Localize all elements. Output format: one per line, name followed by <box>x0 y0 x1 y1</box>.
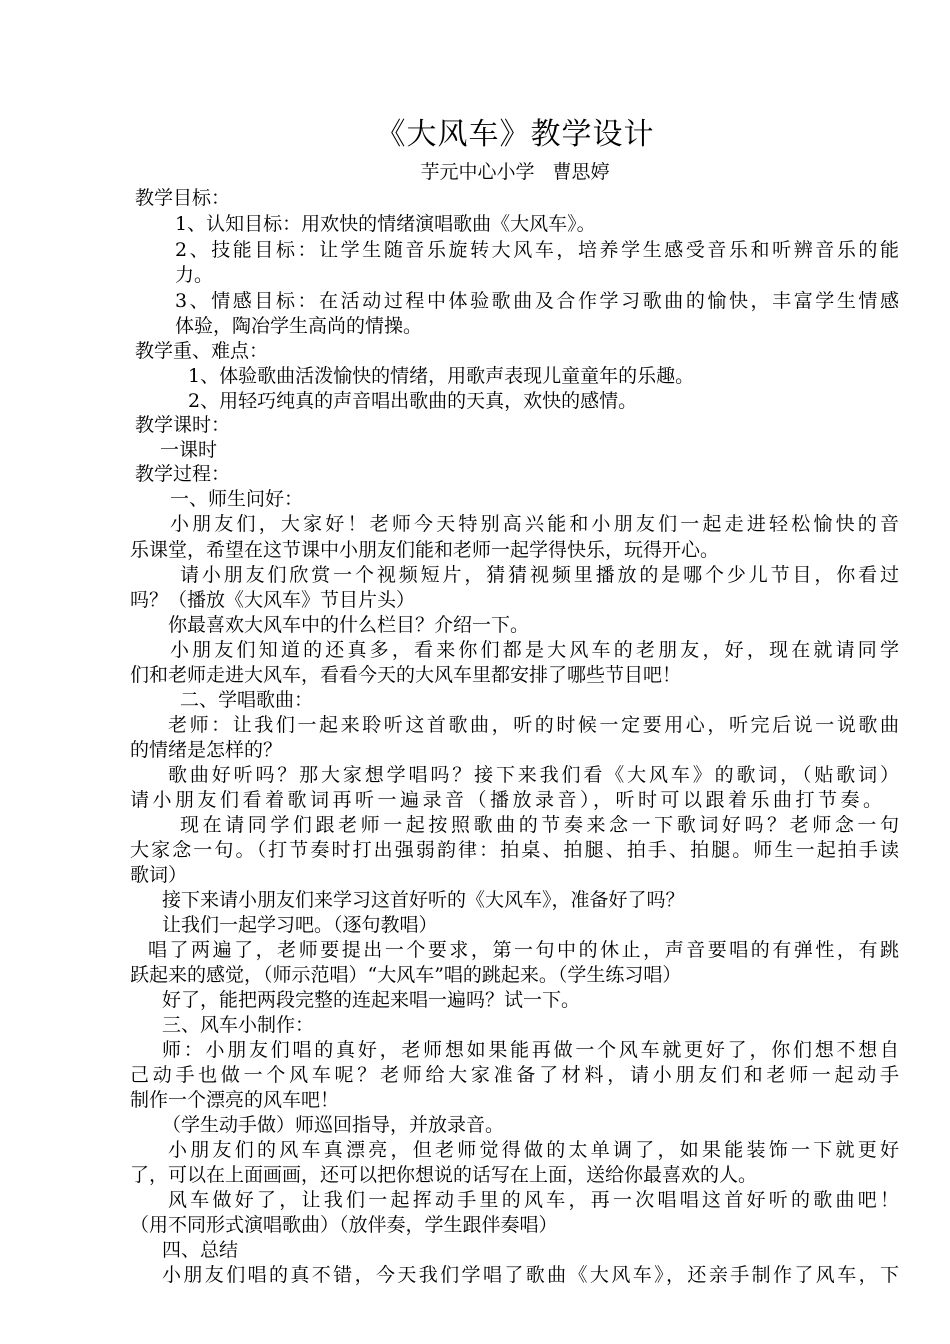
author-line <box>0 158 950 186</box>
goal-item-3: 3、情感目标：在活动过程中体验歌曲及合作学习歌曲的愉快，丰富学生情感 <box>175 290 899 312</box>
paragraph-line: 己动手也做一个风车呢？老师给大家准备了材料，请小朋友们和老师一起动手 <box>130 1064 899 1086</box>
goal-item-2: 2、技能目标：让学生随音乐旋转大风车，培养学生感受音乐和听辨音乐的能 <box>175 239 899 261</box>
process-step-4-heading: 四、总结 <box>162 1239 239 1261</box>
paragraph-line: （用不同形式演唱歌曲）（放伴奏，学生跟伴奏唱） <box>130 1214 558 1236</box>
paragraph-line: 小朋友们的风车真漂亮，但老师觉得做的太单调了，如果能装饰一下就更好 <box>168 1139 899 1161</box>
keypoint-item-2: 2、用轻巧纯真的声音唱出歌曲的天真，欢快的感情。 <box>188 390 638 412</box>
paragraph-line: 请小朋友们欣赏一个视频短片，猜猜视频里播放的是哪个少儿节目，你看过 <box>180 564 899 586</box>
paragraph-line: 老师：让我们一起来聆听这首歌曲，听的时候一定要用心，听完后说一说歌曲 <box>168 714 899 736</box>
paragraph-line: 小朋友们知道的还真多，看来你们都是大风车的老朋友，好，现在就请同学 <box>170 639 899 661</box>
paragraph-line: （学生动手做）师巡回指导，并放录音。 <box>162 1114 505 1136</box>
paragraph-line: 你最喜欢大风车中的什么栏目？介绍一下。 <box>168 614 530 636</box>
period-value: 一课时 <box>160 439 218 461</box>
process-step-1-heading: 一、师生问好： <box>170 488 304 510</box>
paragraph-line: 好了，能把两段完整的连起来唱一遍吗？试一下。 <box>162 989 581 1011</box>
process-step-3-heading: 三、风车小制作： <box>162 1014 315 1036</box>
paragraph-line: 接下来请小朋友们来学习这首好听的《大风车》，准备好了吗？ <box>162 889 685 911</box>
section-heading-goals: 教学目标： <box>135 187 231 209</box>
paragraph-line: 跃起来的感觉，（师示范唱）“大风车”唱的跳起来。（学生练习唱） <box>130 964 682 986</box>
goal-item-2-cont: 力。 <box>175 264 214 286</box>
paragraph-line: 大家念一句。（打节奏时打出强弱韵律：拍桌、拍腿、拍手、拍腿。师生一起拍手读 <box>130 839 899 861</box>
paragraph-line: 的情绪是怎样的？ <box>130 739 283 761</box>
section-heading-periods: 教学课时： <box>135 414 231 436</box>
process-step-2-heading: 二、学唱歌曲： <box>180 689 314 711</box>
paragraph-line: 歌曲好听吗？那大家想学唱吗？接下来我们看《大风车》的歌词，（贴歌词） <box>168 764 899 786</box>
paragraph-line: 制作一个漂亮的风车吧！ <box>130 1089 340 1111</box>
goal-item-3-cont: 体验，陶冶学生高尚的情操。 <box>175 315 423 337</box>
paragraph-line: 请小朋友们看着歌词再听一遍录音（播放录音），听时可以跟着乐曲打节奏。 <box>130 789 882 811</box>
paragraph-line: 小朋友们，大家好！老师今天特别高兴能和小朋友们一起走进轻松愉快的音 <box>170 513 899 535</box>
paragraph-line: 现在请同学们跟老师一起按照歌曲的节奏来念一下歌词好吗？老师念一句 <box>180 814 899 836</box>
paragraph-line: 唱了两遍了，老师要提出一个要求，第一句中的休止，声音要唱的有弹性，有跳 <box>148 939 899 961</box>
paragraph-line: 风车做好了，让我们一起挥动手里的风车，再一次唱唱这首好听的歌曲吧！ <box>168 1189 899 1211</box>
paragraph-line: 了，可以在上面画画，还可以把你想说的话写在上面，送给你最喜欢的人。 <box>130 1164 758 1186</box>
author-school: 芋元中心小学 <box>420 161 535 183</box>
author-name: 曹思婷 <box>552 161 610 183</box>
goal-item-1: 1、认知目标：用欢快的情绪演唱歌曲《大风车》。 <box>175 213 596 235</box>
paragraph-line: 们和老师走进大风车，看看今天的大风车里都安排了哪些节目吧！ <box>130 664 682 686</box>
section-heading-keypoints: 教学重、难点： <box>135 340 269 362</box>
paragraph-line: 乐课堂，希望在这节课中小朋友们能和老师一起学得快乐，玩得开心。 <box>130 539 720 561</box>
paragraph-line: 吗？（播放《大风车》节目片头） <box>130 589 416 611</box>
paragraph-line: 让我们一起学习吧。（逐句教唱） <box>162 914 438 936</box>
keypoint-item-1: 1、体验歌曲活泼愉快的情绪，用歌声表现儿童童年的乐趣。 <box>188 365 695 387</box>
paragraph-line: 歌词） <box>130 864 188 886</box>
document-title: 《大风车》教学设计 <box>375 117 655 152</box>
paragraph-line: 师：小朋友们唱的真好，老师想如果能再做一个风车就更好了，你们想不想自 <box>162 1039 899 1061</box>
section-heading-process: 教学过程： <box>135 463 231 485</box>
paragraph-line: 小朋友们唱的真不错，今天我们学唱了歌曲《大风车》，还亲手制作了风车，下 <box>162 1264 899 1286</box>
